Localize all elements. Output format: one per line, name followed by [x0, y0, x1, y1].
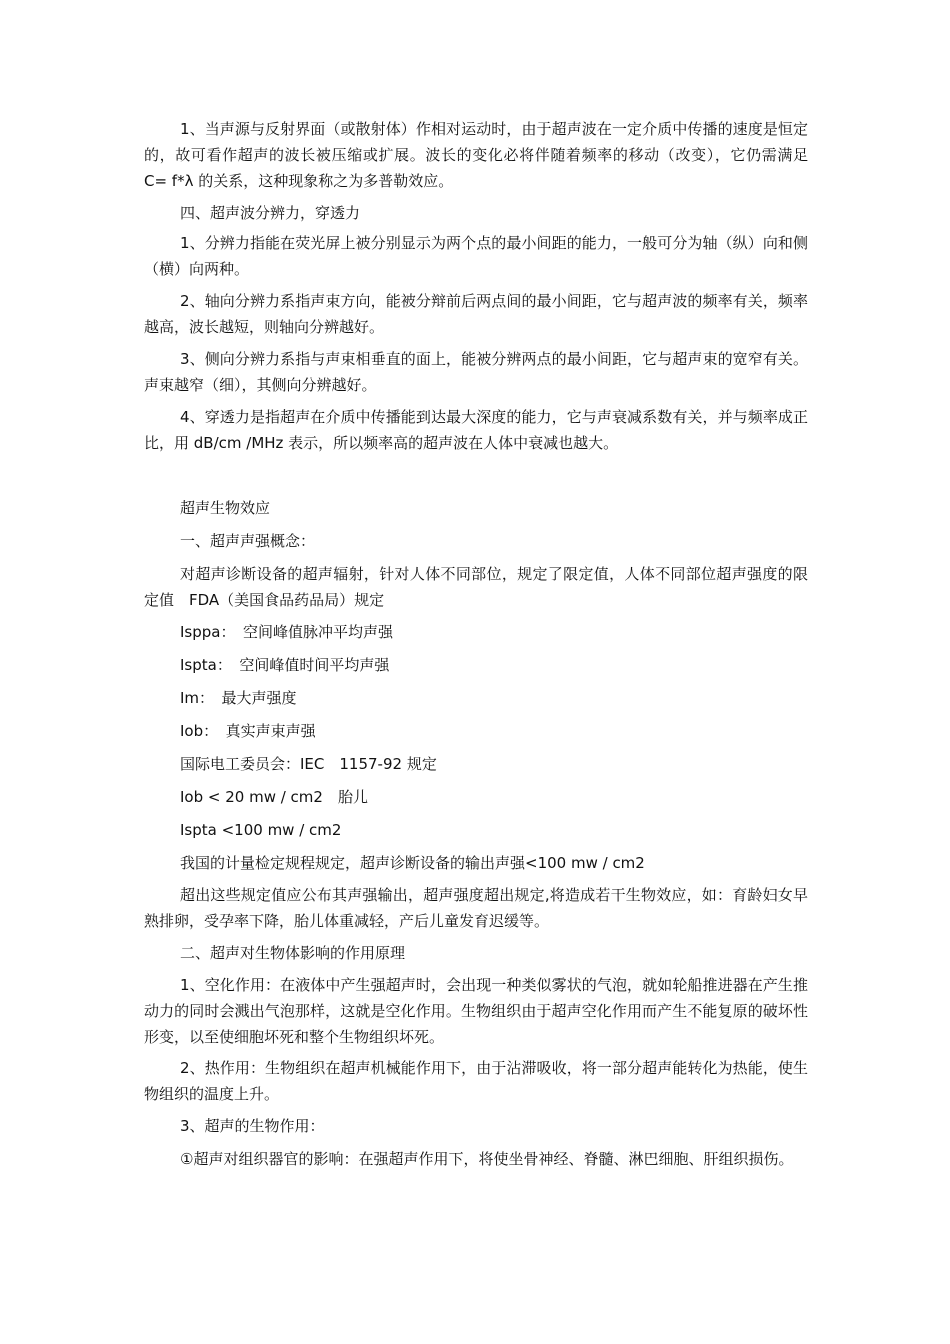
exceed-paragraph: 超出这些规定值应公布其声强输出，超声强度超出规定,将造成若干生物效应，如：育龄妇女早熟排卵，受孕率下降，胎儿体重减轻，产后儿童发育迟缓等。 [144, 886, 808, 930]
doppler-paragraph: 1、当声源与反射界面（或散射体）作相对运动时，由于超声波在一定介质中传播的速度是恒定的，故可看作超声的波长被压缩或扩展。波长的变化必将伴随着频率的移动（改变），它仍需满足 C= f*λ 的关系，这种现象称之为多普勒效应。 [144, 120, 808, 190]
intensity-intro: 对超声诊断设备的超声辐射，针对人体不同部位，规定了限定值，人体不同部位超声强度的限定值 FDA（美国食品药品局）规定 [144, 565, 808, 609]
effect-cavitation: 1、空化作用：在液体中产生强超声时，会出现一种类似雾状的气泡，就如轮船推进器在产生推动力的同时会溅出气泡那样，这就是空化作用。生物组织由于超声空化作用而产生不能复原的破坏性形变，以至使细胞坏死和整个生物组织坏死。 [144, 976, 808, 1046]
principle-heading: 二、超声对生物体影响的作用原理 [180, 944, 406, 962]
iec-standard: 国际电工委员会：IEC 1157-92 规定 [180, 755, 437, 773]
resolution-item-1: 1、分辨力指能在荧光屏上被分别显示为两个点的最小间距的能力，一般可分为轴（纵）向和侧（横）向两种。 [144, 234, 808, 278]
effect-thermal: 2、热作用：生物组织在超声机械能作用下，由于沾滞吸收，将一部分超声能转化为热能，使生物组织的温度上升。 [144, 1059, 808, 1103]
section-title: 超声生物效应 [180, 499, 271, 517]
resolution-item-3: 3、侧向分辨力系指与声束相垂直的面上，能被分辨两点的最小间距，它与超声束的宽窄有关。声束越窄（细），其侧向分辨越好。 [144, 350, 808, 394]
limit-iob: Iob < 20 mw / cm2 胎儿 [180, 788, 368, 806]
resolution-heading: 四、超声波分辨力，穿透力 [180, 204, 361, 222]
definition-ispta: Ispta： 空间峰值时间平均声强 [180, 656, 390, 674]
limit-ispta: Ispta <100 mw / cm2 [180, 821, 342, 839]
resolution-item-2: 2、轴向分辨力系指声束方向，能被分辩前后两点间的最小间距，它与超声波的频率有关，频率越高，波长越短，则轴向分辨越好。 [144, 292, 808, 336]
definition-im: Im： 最大声强度 [180, 689, 297, 707]
definition-iob: Iob： 真实声束声强 [180, 722, 316, 740]
penetration-item-4: 4、穿透力是指超声在介质中传播能到达最大深度的能力，它与声衰减系数有关，并与频率成正比，用 dB/cm /MHz 表示，所以频率高的超声波在人体中衰减也越大。 [144, 408, 808, 452]
effect-biological-heading: 3、超声的生物作用： [180, 1117, 325, 1135]
national-regulation: 我国的计量检定规程规定，超声诊断设备的输出声强<100 mw / cm2 [180, 854, 645, 872]
definition-isppa: Isppa： 空间峰值脉冲平均声强 [180, 623, 393, 641]
intensity-heading: 一、超声声强概念： [180, 532, 316, 550]
effect-organ: ①超声对组织器官的影响：在强超声作用下，将使坐骨神经、脊髓、淋巴细胞、肝组织损伤。 [180, 1150, 794, 1168]
